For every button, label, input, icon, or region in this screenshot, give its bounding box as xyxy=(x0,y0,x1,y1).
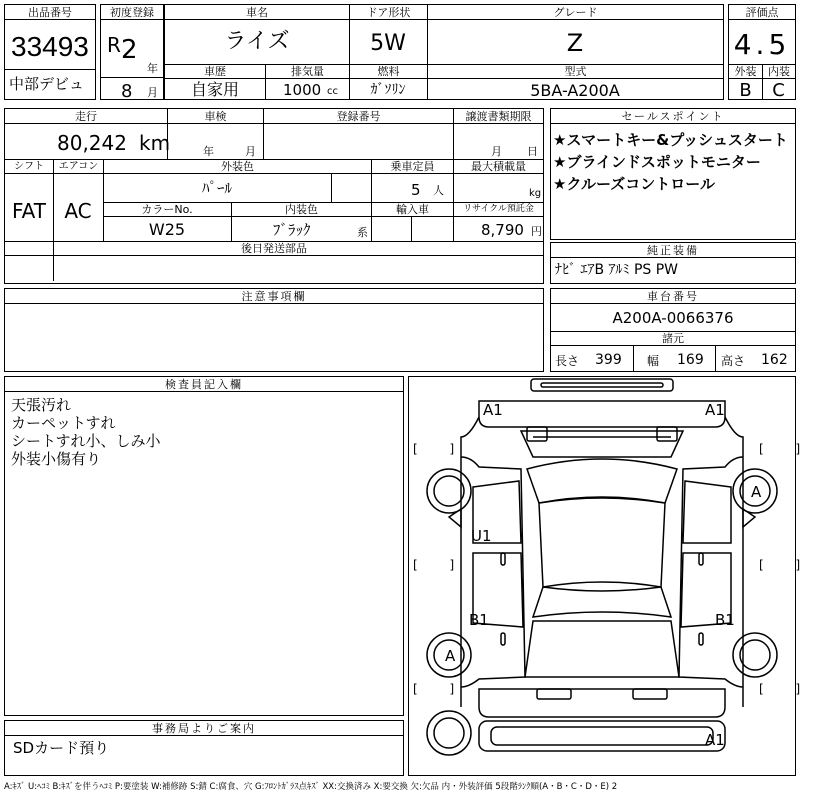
model: 5BA-A200A xyxy=(530,81,620,100)
mileage-label: 走行 xyxy=(5,109,167,124)
inspector-label: 検査員記入欄 xyxy=(5,377,403,392)
max-load-label: 最大積載量 xyxy=(453,159,543,174)
capacity-unit: 人 xyxy=(433,184,444,197)
debut-label: 中部デビュ xyxy=(9,75,85,93)
bracket-left-low: [ ] xyxy=(413,682,469,696)
insp-month-unit: 月 xyxy=(245,145,256,158)
length-label: 長さ xyxy=(555,354,580,368)
car-box xyxy=(164,4,724,100)
history-label: 車歴 xyxy=(165,64,265,79)
inspector-line-2: カーペットすれ xyxy=(11,414,116,432)
displacement: 1000 xyxy=(283,81,322,99)
year-unit: 年 xyxy=(147,62,158,75)
score: 4.5 xyxy=(733,28,791,61)
notes-box xyxy=(4,288,544,372)
bracket-right-top: [ ] xyxy=(759,442,814,456)
inspector-box xyxy=(4,376,404,716)
year: 2 xyxy=(121,35,138,65)
shift-label: シフト xyxy=(5,159,53,174)
office-box xyxy=(4,720,404,776)
ac: AC xyxy=(64,199,92,223)
mark-front-right: A1 xyxy=(705,401,725,419)
sales-point-1: ★スマートキー&プッシュスタート xyxy=(553,131,788,149)
first-reg-box xyxy=(100,4,164,100)
displacement-unit: cc xyxy=(327,86,338,97)
inspector-line-1: 天張汚れ xyxy=(11,396,72,414)
chassis-box xyxy=(550,288,796,372)
mark-wheel-rear-left: A xyxy=(445,647,456,665)
mark-rear-bumper: A1 xyxy=(705,731,725,749)
mileage-unit: km xyxy=(139,131,171,155)
width-value: 169 xyxy=(677,352,704,368)
office-label: 事務局よりご案内 xyxy=(5,721,403,736)
score-box xyxy=(728,4,796,100)
bracket-right-low: [ ] xyxy=(759,682,814,696)
recycle-unit: 円 xyxy=(531,225,542,238)
int-color-label: 内装色 xyxy=(231,202,371,217)
sales-point-box xyxy=(550,108,796,240)
chassis-label: 車台番号 xyxy=(551,289,795,304)
month: 8 xyxy=(121,81,133,102)
sales-point-2: ★ブラインドスポットモニター xyxy=(553,153,761,171)
ext-color: ﾊﾟｰﾙ xyxy=(201,179,232,197)
chassis-number: A200A-0066376 xyxy=(612,309,734,327)
color-no-label: カラーNo. xyxy=(103,202,231,217)
inspector-line-4: 外装小傷有り xyxy=(11,450,102,468)
bracket-left-top: [ ] xyxy=(413,442,469,456)
color-no: W25 xyxy=(148,220,186,239)
lot-label: 出品番号 xyxy=(5,5,95,20)
later-parts-label: 後日発送部品 xyxy=(5,241,543,256)
height-value: 162 xyxy=(761,352,788,368)
recycle: 8,790 xyxy=(481,221,524,239)
lot-number: 33493 xyxy=(11,31,89,62)
fuel: ｶﾞｿﾘﾝ xyxy=(370,82,406,98)
inspection-label: 車検 xyxy=(167,109,263,124)
equipment-box xyxy=(550,242,796,284)
legend: A:ｷｽﾞ U:ﾍｺﾐ B:ｷｽﾞを伴うﾍｺﾐ P:要塗装 W:補修跡 S:錆 C:腐食、穴 G:ﾌﾛﾝﾄｶﾞﾗｽ点ｷｽﾞ XX:交換済み X:要交換 欠:欠品 内・外装評価 5段階ﾗﾝｸ順(A・B・C・D・E) 2 xyxy=(4,782,618,792)
interior-grade: C xyxy=(772,80,785,101)
max-load-unit: kg xyxy=(529,188,542,199)
mark-front-left: A1 xyxy=(483,401,503,419)
int-color-unit: 系 xyxy=(357,226,368,239)
transfer-month-unit: 月 xyxy=(491,145,502,158)
recycle-label: リサイクル預託金 xyxy=(453,202,543,217)
ext-color-label: 外装色 xyxy=(103,159,371,174)
fuel-label: 燃料 xyxy=(349,64,427,79)
era: R xyxy=(107,33,121,57)
history: 自家用 xyxy=(190,80,239,99)
vehicle-info-box xyxy=(4,108,544,284)
equipment-label: 純正装備 xyxy=(551,243,795,258)
interior-label: 内装 xyxy=(762,64,795,79)
car-diagram xyxy=(408,376,814,776)
height-label: 高さ xyxy=(721,354,746,368)
first-reg-label: 初度登録 xyxy=(101,5,163,20)
displacement-label: 排気量 xyxy=(265,64,349,79)
transfer-label: 譲渡書類期限 xyxy=(453,109,543,124)
notes-label: 注意事項欄 xyxy=(5,289,543,304)
grade: Z xyxy=(566,29,584,57)
mileage: 80,242 xyxy=(57,131,127,155)
insp-year-unit: 年 xyxy=(203,145,214,158)
score-label: 評価点 xyxy=(729,5,795,20)
inspector-line-3: シートすれ小、しみ小 xyxy=(11,432,161,450)
door-type: 5W xyxy=(370,31,406,56)
reg-no-label: 登録番号 xyxy=(263,109,453,124)
model-label: 型式 xyxy=(427,64,723,79)
door-label: ドア形状 xyxy=(349,5,427,20)
lot-box xyxy=(4,4,96,100)
capacity: 5 xyxy=(411,181,421,199)
sales-point-3: ★クルーズコントロール xyxy=(553,175,715,193)
exterior-label: 外装 xyxy=(729,64,762,79)
grade-label: グレード xyxy=(427,5,723,20)
office-message: SDカード預り xyxy=(13,739,110,757)
bracket-left-mid: [ ] xyxy=(413,558,469,572)
month-unit: 月 xyxy=(147,86,158,99)
car-outline-svg xyxy=(409,377,795,775)
mark-wheel-front-right: A xyxy=(751,483,762,501)
capacity-label: 乗車定員 xyxy=(371,159,453,174)
length-value: 399 xyxy=(595,352,622,368)
exterior-grade: B xyxy=(739,80,752,101)
transfer-day-unit: 日 xyxy=(527,145,538,158)
mark-front-door-left: U1 xyxy=(471,527,492,545)
sales-point-label: セールスポイント xyxy=(551,109,795,124)
car-name-label: 車名 xyxy=(165,5,349,20)
mark-rear-door-left: B1 xyxy=(469,611,489,629)
int-color: ﾌﾞﾗｯｸ xyxy=(273,221,311,239)
dims-label: 諸元 xyxy=(551,331,795,346)
ac-label: エアコン xyxy=(53,159,103,174)
bracket-right-mid: [ ] xyxy=(759,558,814,572)
mark-rear-door-right: B1 xyxy=(715,611,735,629)
shift: FAT xyxy=(11,199,46,223)
width-label: 幅 xyxy=(647,354,660,368)
car-name: ライズ xyxy=(224,29,290,54)
equipment-value: ﾅﾋﾞ ｴｱB ｱﾙﾐ PS PW xyxy=(555,262,679,278)
import-label: 輸入車 xyxy=(371,202,453,217)
